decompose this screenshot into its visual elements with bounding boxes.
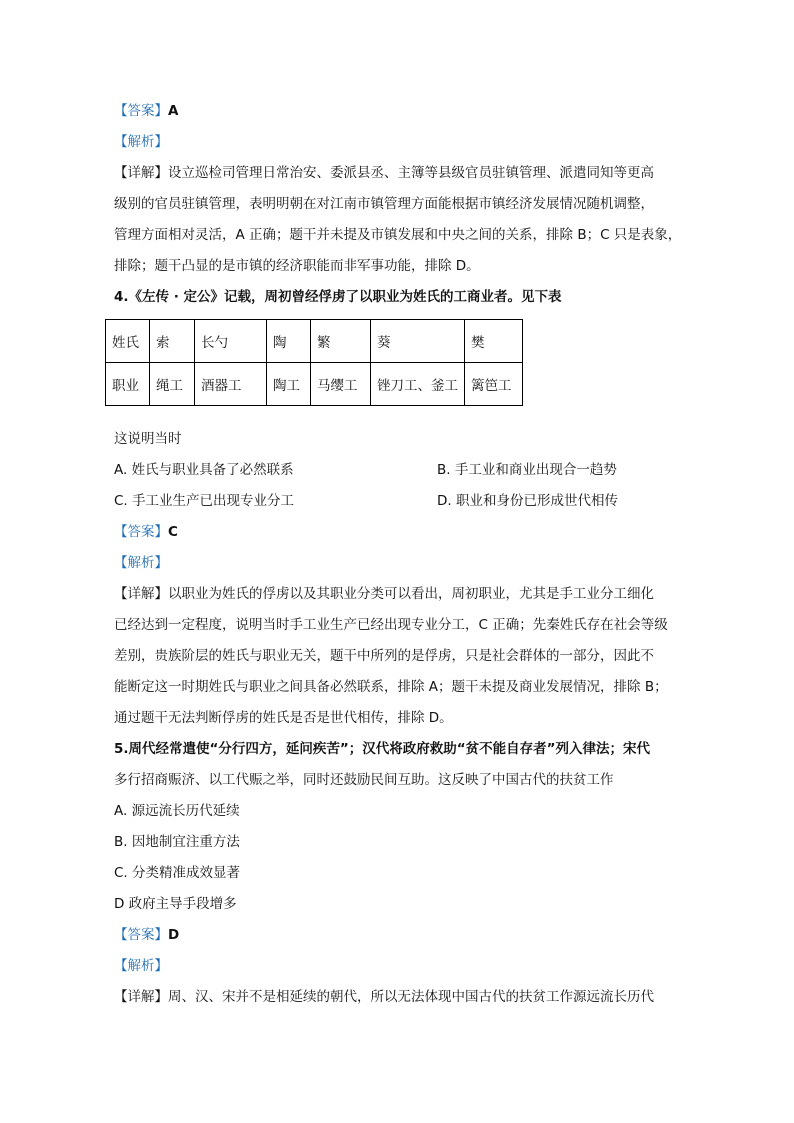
- option-b: B. 手工业和商业出现合一趋势: [437, 462, 617, 478]
- document-page: [114, 96, 684, 1013]
- table-cell: 樊: [465, 320, 523, 363]
- q4-detail-line: [114, 579, 684, 610]
- detail-text: 设立巡检司管理日常治安、委派县丞、主簿等县级官员驻镇管理、派遣同知等更高: [168, 165, 654, 181]
- q4-prompt: 这说明当时: [114, 431, 182, 447]
- answer-value: D: [168, 927, 180, 943]
- table-cell: 姓氏: [106, 320, 150, 363]
- analysis-label: 【解析】: [114, 134, 168, 150]
- analysis-label: 【解析】: [114, 958, 168, 974]
- q3-analysis-line: [114, 127, 684, 158]
- q3-detail-line: 级别的官员驻镇管理，表明明朝在对江南市镇管理方面能根据市镇经济发展情况随机调整，: [114, 196, 654, 212]
- q5-detail-line: [114, 982, 684, 1013]
- option-d: D. 职业和身份已形成世代相传: [437, 493, 618, 509]
- answer-value: A: [168, 103, 179, 119]
- q4-detail-line: 差别，贵族阶层的姓氏与职业无关，题干中所列的是俘虏，只是社会群体的一部分，因此不: [114, 648, 654, 664]
- detail-label: 【详解】: [114, 989, 168, 1005]
- option-d: D 政府主导手段增多: [114, 896, 237, 912]
- q3-detail-line: [114, 158, 684, 189]
- q3-answer-line: [114, 96, 684, 127]
- q5-analysis-line: [114, 951, 684, 982]
- detail-label: 【详解】: [114, 586, 168, 602]
- q4-stem: 4.《左传 · 定公》记载，周初曾经俘虏了以职业为姓氏的工商业者。见下表: [114, 289, 562, 305]
- table-cell: 葵: [371, 320, 465, 363]
- table-row: [106, 320, 523, 363]
- q4-detail-line: 已经达到一定程度，说明当时手工业生产已经出现专业分工，C 正确；先秦姓氏存在社会等级: [114, 617, 668, 633]
- option-a: A. 姓氏与职业具备了必然联系: [114, 462, 294, 478]
- table-cell: 陶工: [267, 363, 311, 406]
- answer-label: 【答案】: [114, 103, 168, 119]
- table-cell: 锉刀工、釜工: [371, 363, 465, 406]
- option-c: C. 分类精准成效显著: [114, 865, 241, 881]
- q3-detail-line: 管理方面相对灵活，A 正确；题干并未提及市镇发展和中央之间的关系，排除 B；C 只是表象，: [114, 227, 682, 243]
- detail-text: 周、汉、宋并不是相延续的朝代，所以无法体现中国古代的扶贫工作源远流长历代: [168, 989, 654, 1005]
- analysis-label: 【解析】: [114, 555, 168, 571]
- q5-answer-line: [114, 920, 684, 951]
- detail-text: 以职业为姓氏的俘虏以及其职业分类可以看出，周初职业，尤其是手工业分工细化: [168, 586, 654, 602]
- q5-stem-line: 5.周代经常遣使“分行四方，延问疾苦”；汉代将政府救助“贫不能自存者”列入律法；宋代: [114, 741, 651, 757]
- q4-analysis-line: [114, 548, 684, 579]
- table-row: [106, 363, 523, 406]
- option-b: B. 因地制宜注重方法: [114, 834, 240, 850]
- table-cell: 繁: [311, 320, 371, 363]
- q5-stem-line: 多行招商赈济、以工代赈之举，同时还鼓励民间互助。这反映了中国古代的扶贫工作: [114, 772, 614, 788]
- option-a: A. 源远流长历代延续: [114, 803, 240, 819]
- table-cell: 绳工: [150, 363, 195, 406]
- table-cell: 篱笆工: [465, 363, 523, 406]
- q4-options-row: [114, 455, 684, 486]
- q4-answer-line: [114, 517, 684, 548]
- q3-detail-line: 排除；题干凸显的是市镇的经济职能而非军事功能，排除 D。: [114, 258, 480, 274]
- q4-options-row: [114, 486, 684, 517]
- table-cell: 索: [150, 320, 195, 363]
- table-cell: 马缨工: [311, 363, 371, 406]
- table-cell: 陶: [267, 320, 311, 363]
- detail-label: 【详解】: [114, 165, 168, 181]
- answer-label: 【答案】: [114, 524, 168, 540]
- q4-detail-line: 能断定这一时期姓氏与职业之间具备必然联系，排除 A；题干未提及商业发展情况，排除 B；: [114, 679, 668, 695]
- table-cell: 长勺: [195, 320, 267, 363]
- q4-detail-line: 通过题干无法判断俘虏的姓氏是否是世代相传，排除 D。: [114, 710, 453, 726]
- answer-value: C: [168, 524, 178, 540]
- option-c: C. 手工业生产已出现专业分工: [114, 493, 295, 509]
- answer-label: 【答案】: [114, 927, 168, 943]
- table-cell: 酒器工: [195, 363, 267, 406]
- table-cell: 职业: [106, 363, 150, 406]
- surname-occupation-table: [105, 319, 523, 406]
